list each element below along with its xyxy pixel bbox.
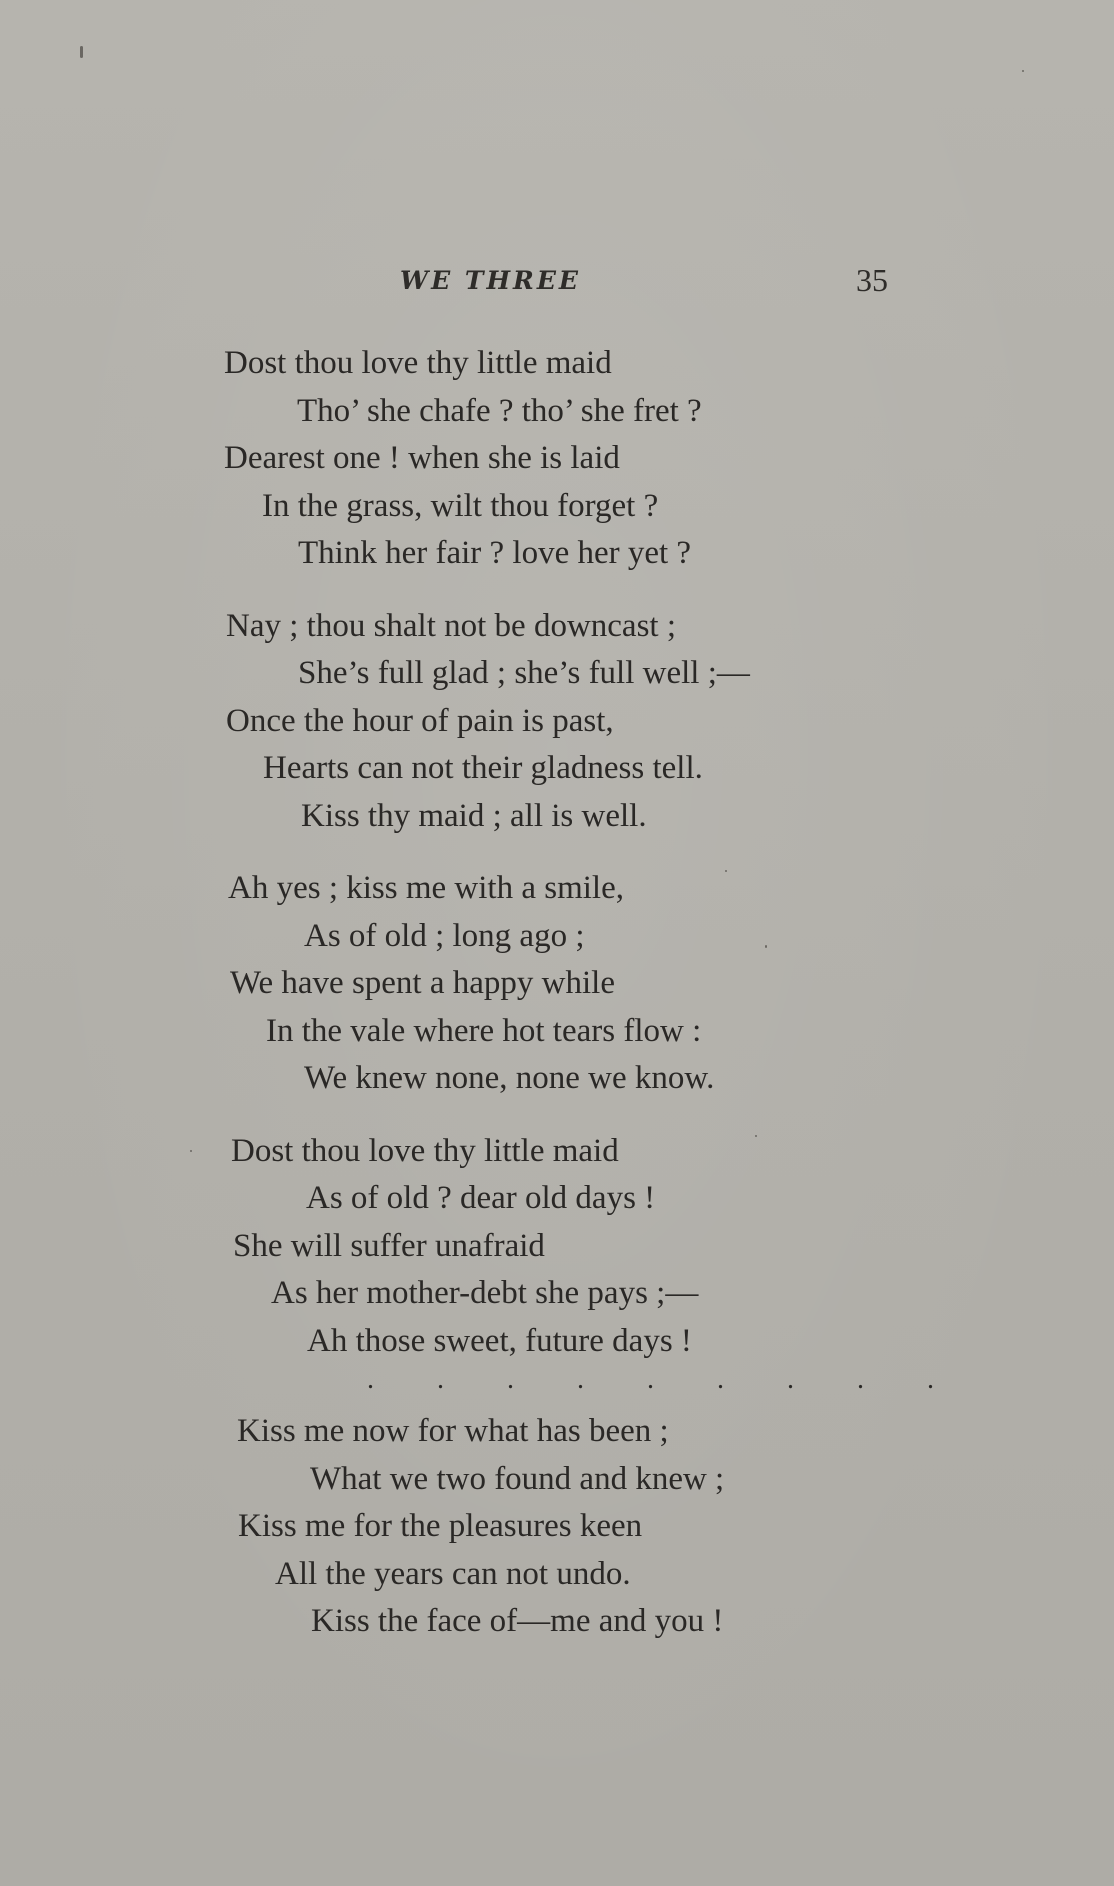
poem-line: In the grass, wilt thou forget ? [262,487,659,524]
paper-speck [765,945,767,948]
stanza-5 [0,1408,1114,1646]
stanza-3 [0,865,1114,1103]
poem-line: Nay ; thou shalt not be downcast ; [226,607,677,644]
poem-line: Kiss me for the pleasures keen [238,1508,643,1544]
poem-line: Hearts can not their gladness tell. [263,750,703,786]
poem-line: As of old ? dear old days ! [306,1180,656,1216]
poem-line: As of old ; long ago ; [304,917,585,954]
poem-line: She’s full glad ; she’s full well ;— [298,655,750,691]
running-title: WE THREE [400,266,581,295]
poem-line: Think her fair ? love her yet ? [298,535,692,571]
page-number: 35 [856,262,888,298]
stanza-4 [0,1128,1114,1366]
stanza-1 [0,340,1114,578]
poem-line: Kiss me now for what has been ; [237,1413,669,1449]
stanza-2 [0,603,1114,841]
paper-speck [1022,70,1024,72]
poem-line: We have spent a happy while [230,965,615,1001]
poem-line: Kiss the face of—me and you ! [311,1603,724,1639]
ellipsis-separator: . . . . . . . . . [367,1364,962,1395]
poem-line: She will suffer unafraid [233,1227,545,1264]
poem-line: In the vale where hot tears flow : [266,1012,702,1049]
paper-speck [80,46,83,58]
poem-line: Once the hour of pain is past, [226,702,614,739]
poem-line: Ah those sweet, future days ! [307,1322,692,1359]
poem-line: As her mother-debt she pays ;— [271,1275,699,1311]
page-header [0,262,1114,302]
paper-speck [725,870,727,872]
poem-line: What we two found and knew ; [310,1460,725,1497]
poem-line: All the years can not undo. [275,1555,631,1592]
paper-speck [755,1135,757,1137]
poem-line: Dost thou love thy little maid [224,345,612,381]
paper-speck [190,1150,192,1152]
poem-line: Kiss thy maid ; all is well. [301,797,647,834]
poem-line: Ah yes ; kiss me with a smile, [228,870,624,906]
poem-line: Dearest one ! when she is laid [224,440,620,476]
poem-line: Tho’ she chafe ? tho’ she fret ? [297,392,702,429]
poem [0,340,1114,1671]
poem-line: Dost thou love thy little maid [231,1132,619,1169]
poem-line: We knew none, none we know. [304,1060,715,1096]
